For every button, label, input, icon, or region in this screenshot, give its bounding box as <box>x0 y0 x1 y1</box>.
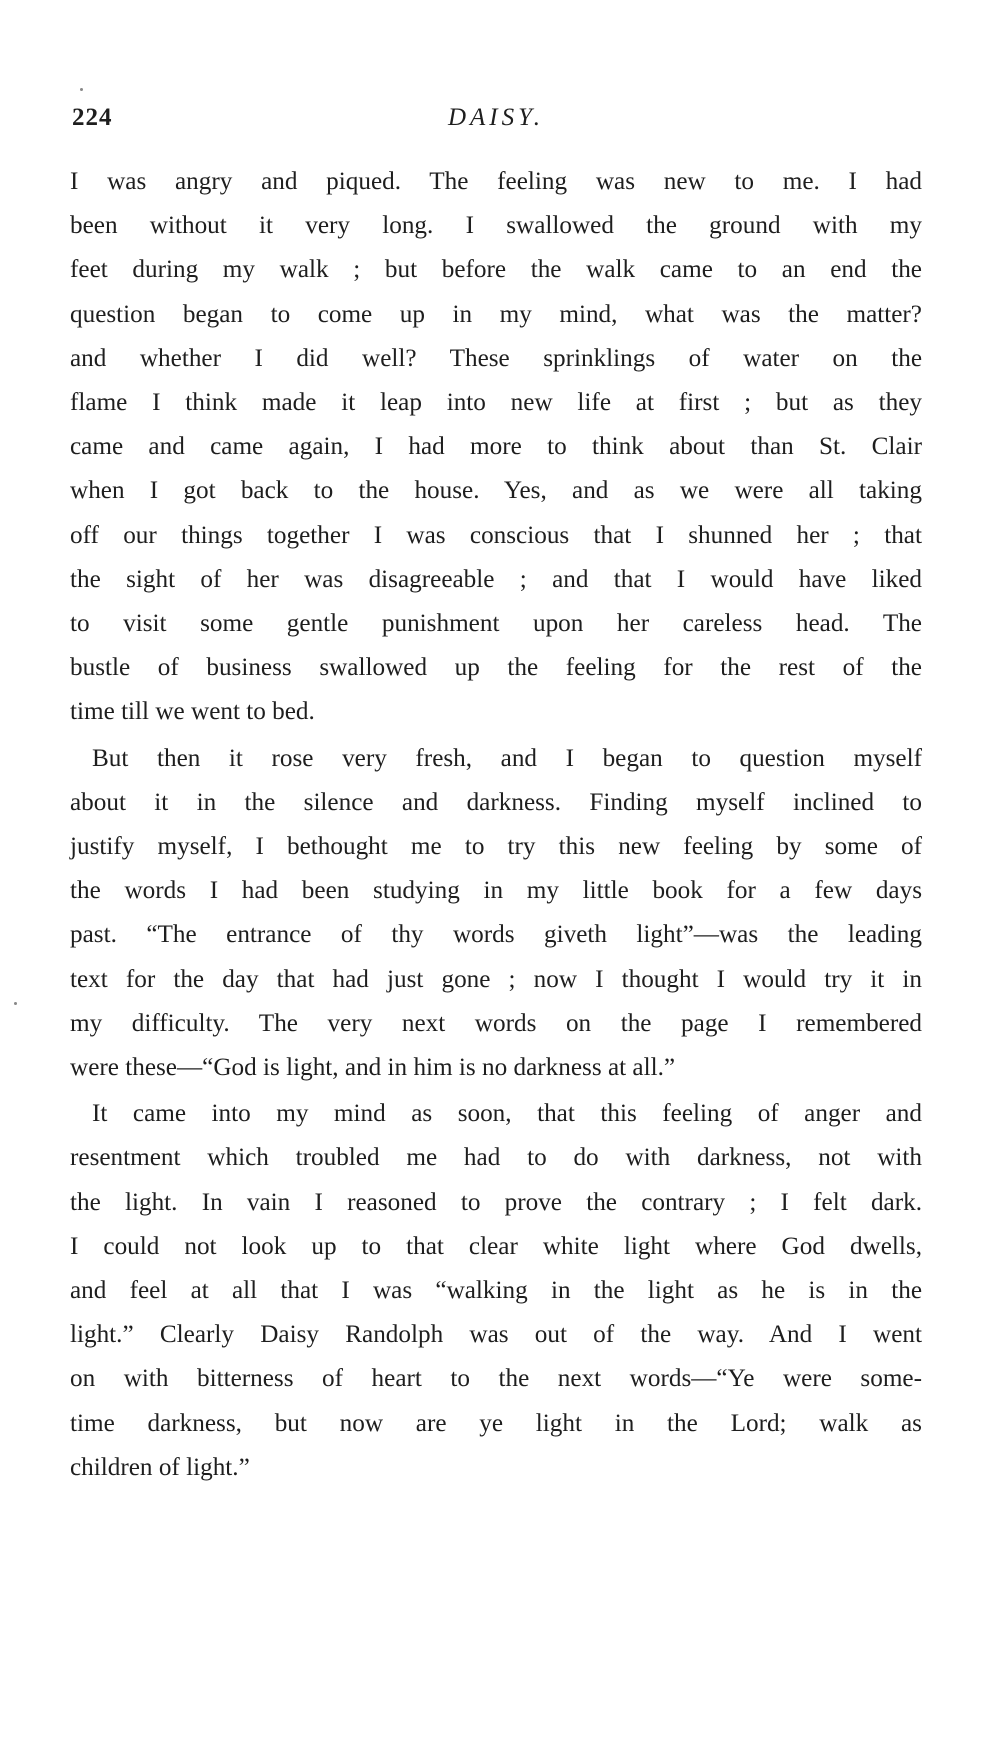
text-line: on with bitterness of heart to the next words—“Ye were some- <box>70 1365 922 1393</box>
text-line: text for the day that had just gone ; now I thought I would try it in <box>70 965 922 993</box>
text-line: and whether I did well? These sprinklings of water on the <box>70 344 922 372</box>
text-line: But then it rose very fresh, and I began to question myself <box>92 744 922 772</box>
text-line: bustle of business swallowed up the feeling for the rest of the <box>70 654 922 682</box>
text-line: question began to come up in my mind, what was the matter? <box>70 300 922 328</box>
text-line: were these—“God is light, and in him is no darkness at all.” <box>70 1054 676 1082</box>
text-line: been without it very long. I swallowed the ground with my <box>70 212 922 240</box>
text-line: when I got back to the house. Yes, and as we were all taking <box>70 477 922 505</box>
ink-speck <box>80 88 83 91</box>
text-line: the sight of her was disagreeable ; and that I would have liked <box>70 565 922 593</box>
text-line: off our things together I was conscious that I shunned her ; that <box>70 521 922 549</box>
text-line: I was angry and piqued. The feeling was new to me. I had <box>70 168 922 195</box>
text-line: justify myself, I bethought me to try this new feeling by some of <box>70 833 922 861</box>
text-line: about it in the silence and darkness. Finding myself inclined to <box>70 788 922 816</box>
text-line: and feel at all that I was “walking in the light as he is in the <box>70 1277 922 1305</box>
text-line: time darkness, but now are ye light in the Lord; walk as <box>70 1409 922 1437</box>
paragraph-3 <box>70 1092 922 1490</box>
text-line: children of light.” <box>70 1453 250 1481</box>
text-line: flame I think made it leap into new life at first ; but as they <box>70 389 922 417</box>
text-line: the words I had been studying in my little book for a few days <box>70 877 922 905</box>
paragraph-1 <box>70 160 922 735</box>
text-line: resentment which troubled me had to do with darkness, not with <box>70 1144 922 1172</box>
text-line: past. “The entrance of thy words giveth light”—was the leading <box>70 921 922 949</box>
text-line: feet during my walk ; but before the walk came to an end the <box>70 256 922 284</box>
text-line: time till we went to bed. <box>70 698 315 726</box>
text-line: came and came again, I had more to think about than St. Clair <box>70 433 922 461</box>
page-number: 224 <box>72 104 113 131</box>
text-line: I could not look up to that clear white light where God dwells, <box>70 1232 922 1260</box>
running-title: DAISY. <box>447 104 544 131</box>
ink-speck <box>14 1002 17 1005</box>
text-line: It came into my mind as soon, that this feeling of anger and <box>92 1100 922 1128</box>
text-line: my difficulty. The very next words on the page I remembered <box>70 1009 922 1037</box>
page-header <box>70 104 922 144</box>
text-line: the light. In vain I reasoned to prove the contrary ; I felt dark. <box>70 1188 922 1216</box>
text-line: to visit some gentle punishment upon her careless head. The <box>70 610 922 638</box>
body-text <box>70 160 922 1490</box>
text-line: light.” Clearly Daisy Randolph was out of the way. And I went <box>70 1321 922 1349</box>
paragraph-2 <box>70 737 922 1091</box>
